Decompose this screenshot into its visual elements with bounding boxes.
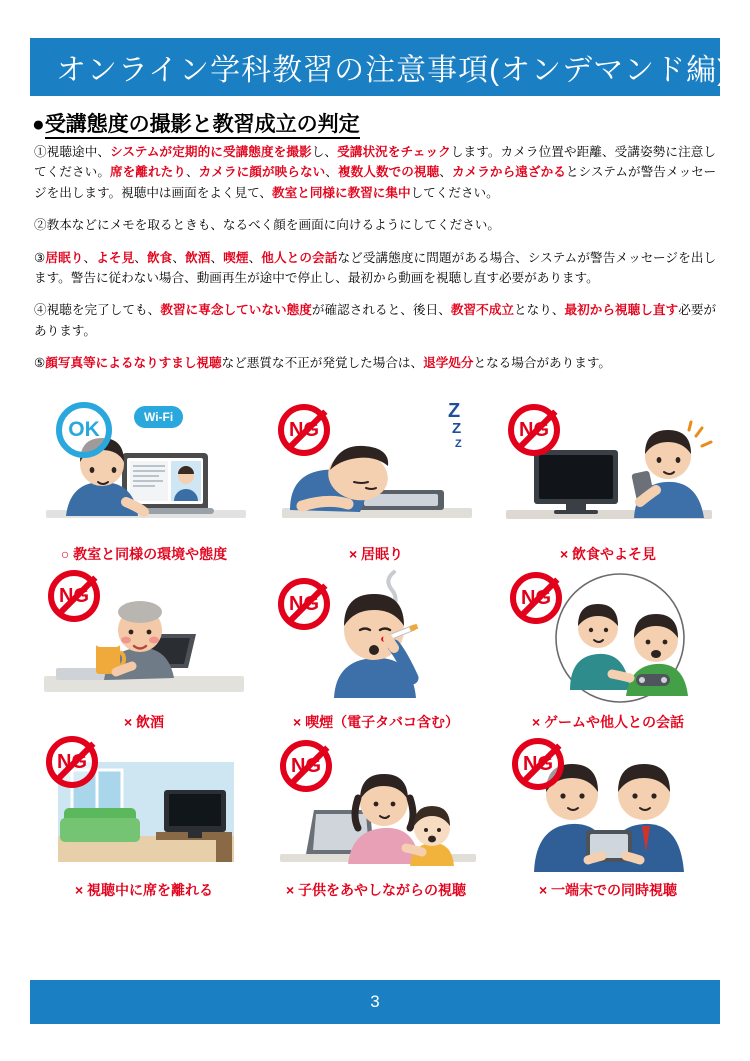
- ng-badge: [278, 578, 330, 630]
- illustration-row: [28, 398, 724, 564]
- sleep-z-small: Z: [455, 438, 462, 450]
- plain-text: となり、: [513, 303, 565, 318]
- ok-badge: OK: [56, 402, 112, 458]
- example-alcohol: [28, 568, 260, 732]
- illustration-leaving-seat: [30, 736, 258, 878]
- illustration-dozing: [262, 398, 490, 540]
- section-heading-text: 受講態度の撮影と教習成立の判定: [45, 113, 360, 139]
- ng-badge: [510, 572, 562, 624]
- emphasis-text: カメラから遠ざかる: [451, 165, 566, 180]
- illustration-row: [28, 736, 724, 900]
- caption-with-child: × 子供をあやしながらの視聴: [285, 882, 467, 898]
- plain-text: 、: [439, 165, 452, 180]
- plain-text: となる場合があります。: [473, 356, 612, 371]
- plain-text: 、: [172, 250, 186, 265]
- wifi-badge: Wi-Fi: [134, 406, 183, 428]
- section-bullet: ●: [32, 113, 45, 136]
- emphasis-text: 飲食: [146, 250, 173, 265]
- ng-badge-text: NG: [289, 418, 319, 441]
- caption-leaving-seat: × 視聴中に席を離れる: [74, 882, 214, 898]
- emphasis-text: 顔写真等によるなりすまし視聴: [45, 356, 222, 371]
- example-good-posture: [28, 398, 260, 564]
- caption-two-people: × 一端末での同時視聴: [538, 882, 678, 898]
- example-dozing: [260, 398, 492, 564]
- caption-alcohol: × 飲酒: [123, 714, 165, 730]
- illustration-smoking: [262, 568, 490, 710]
- illustration-alcohol: [30, 568, 258, 710]
- ng-badge: [46, 736, 98, 788]
- sleep-z-large: Z: [448, 400, 461, 422]
- emphasis-text: 他人との会話: [261, 250, 338, 265]
- plain-text: します。カメラ位置や距離、受講姿勢に注意してください。: [34, 145, 717, 180]
- emphasis-text: カメラに顔が映らない: [198, 165, 326, 180]
- emphasis-text: 最初から視聴し直す: [564, 303, 679, 318]
- example-with-child: [260, 736, 492, 900]
- plain-text: ①視聴途中、: [34, 145, 111, 159]
- emphasis-text: 教習不成立: [450, 303, 514, 318]
- plain-text: など受講態度に問題がある場合、システムが警告メッセージを出します。警告に従わない場合、動画再生が途中で停止し、最初から動画を視聴し直す必要があります。: [34, 250, 717, 285]
- plain-text: ④視聴を完了しても、: [34, 303, 161, 318]
- plain-text: ②教本などにメモを取るときも、なるべく顔を画面に向けるようにしてください。: [34, 218, 500, 233]
- emphasis-text: 受講状況をチェック: [337, 145, 451, 159]
- ng-badge: [278, 404, 330, 456]
- plain-text: 、: [83, 250, 97, 265]
- example-two-people: [492, 736, 724, 900]
- paragraph-p2: [34, 215, 716, 235]
- example-smoking: [260, 568, 492, 732]
- illustration-good-posture: [30, 398, 258, 540]
- ng-badge: [280, 740, 332, 792]
- paragraph-p4: [34, 300, 716, 341]
- ng-badge: [48, 570, 100, 622]
- plain-text: とシステムが警告メッセージを出します。視聴中は画面をよく見て、: [34, 165, 717, 200]
- plain-text: が確認されると、後日、: [311, 303, 451, 318]
- paragraph-p3: [34, 248, 716, 289]
- emphasis-text: 教習に専念していない態度: [160, 303, 312, 318]
- footer-band: [30, 980, 720, 1024]
- emphasis-text: 居眠り: [45, 250, 84, 265]
- plain-text: 、: [210, 250, 224, 265]
- illustration-grid: [28, 398, 724, 904]
- emphasis-text: 席を離れたり: [109, 165, 186, 180]
- plain-text: 必要があります。: [34, 303, 717, 338]
- page-number: 3: [370, 992, 380, 1011]
- ng-badge-text: NG: [289, 592, 319, 615]
- header-band: [30, 38, 729, 96]
- plain-text: 、: [134, 250, 147, 265]
- caption-good-posture: ○ 教室と同様の環境や態度: [60, 546, 228, 562]
- ng-badge: [508, 404, 560, 456]
- plain-text: してください。: [410, 185, 499, 200]
- ng-badge: [512, 738, 564, 790]
- emphasis-text: 退学処分: [423, 356, 474, 371]
- caption-dozing: × 居眠り: [348, 546, 404, 562]
- plain-text: 、: [248, 250, 262, 265]
- example-eating: [492, 398, 724, 564]
- illustration-eating: [494, 398, 722, 540]
- paragraph-p5: [34, 353, 716, 373]
- caption-eating: × 飲食やよそ見: [559, 546, 657, 562]
- illustration-two-people: [494, 736, 722, 878]
- caption-gaming: × ゲームや他人との会話: [531, 714, 685, 730]
- illustration-gaming: [494, 568, 722, 710]
- emphasis-text: よそ見: [96, 250, 135, 265]
- emphasis-text: 複数人数での視聴: [337, 165, 440, 180]
- plain-text: ③: [34, 250, 46, 265]
- ng-badge-text: NG: [59, 584, 89, 607]
- plain-text: 、: [325, 165, 338, 180]
- ng-badge-text: NG: [523, 752, 553, 775]
- paragraph-p1: [34, 142, 716, 203]
- illustration-row: [28, 568, 724, 732]
- ng-badge-text: NG: [57, 750, 87, 773]
- emphasis-text: 教室と同様に教習に集中: [272, 185, 411, 200]
- plain-text: など悪質な不正が発覚した場合は、: [221, 356, 424, 371]
- section-heading: [32, 108, 360, 138]
- plain-text: し、: [311, 145, 338, 159]
- ng-badge-text: NG: [521, 586, 551, 609]
- emphasis-text: システムが定期的に受講態度を撮影: [110, 145, 312, 159]
- emphasis-text: 飲酒: [185, 250, 211, 265]
- plain-text: 、: [185, 165, 199, 180]
- ng-badge-text: NG: [291, 754, 321, 777]
- example-leaving-seat: [28, 736, 260, 900]
- body-text: [34, 142, 716, 386]
- emphasis-text: 喫煙: [223, 250, 249, 265]
- illustration-with-child: [262, 736, 490, 878]
- ng-badge-text: NG: [519, 418, 549, 441]
- example-gaming: [492, 568, 724, 732]
- caption-smoking: × 喫煙（電子タバコ含む）: [293, 714, 459, 730]
- sleep-z-medium: Z: [452, 420, 462, 437]
- page-title: オンライン学科教習の注意事項(オンデマンド編): [56, 54, 729, 87]
- plain-text: ⑤: [34, 356, 46, 371]
